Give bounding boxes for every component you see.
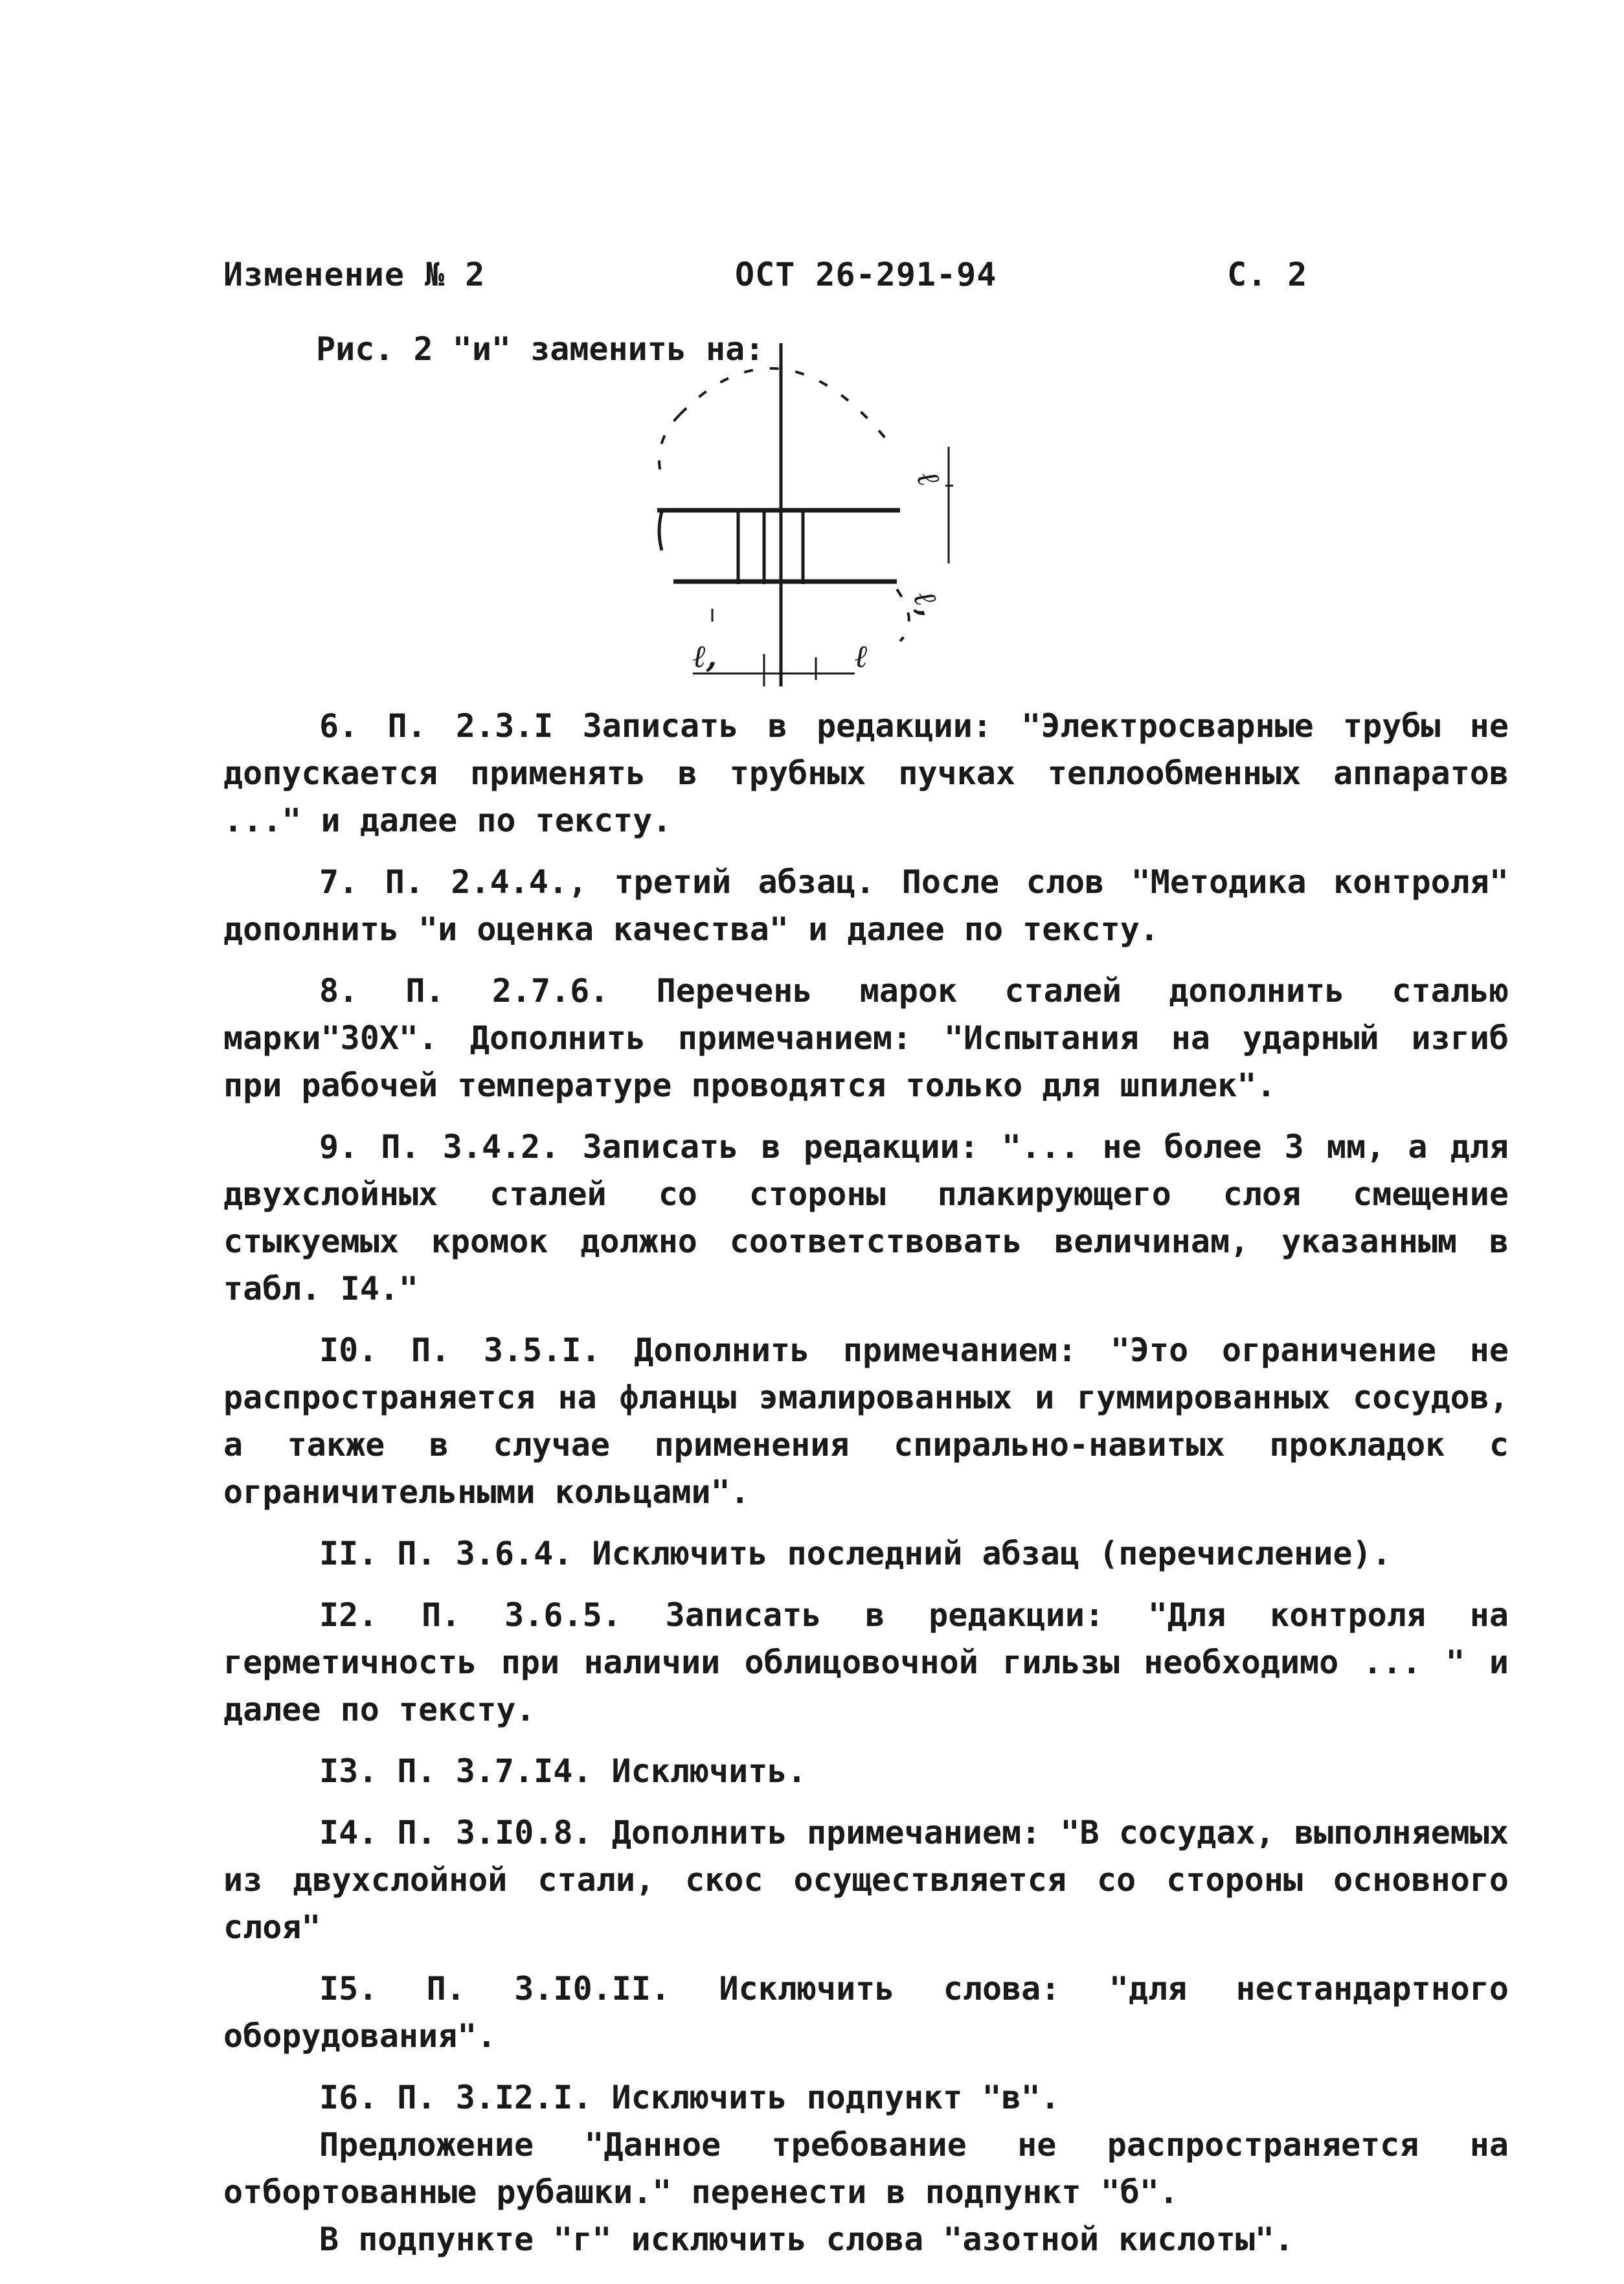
amendment-item-10 bbox=[223, 1327, 1509, 1516]
amendment-item-9 bbox=[223, 1124, 1509, 1313]
amendment-item-6 bbox=[223, 703, 1509, 844]
amendment-item-11 bbox=[223, 1530, 1509, 1577]
item-text: 7. П. 2.4.4., третий абзац. После слов "Методика контроля" дополнить "и оценка качества" и далее по тексту. bbox=[223, 863, 1509, 948]
dim-label-arc-bottom: ℓ, bbox=[905, 585, 949, 622]
dashed-arc-left bbox=[659, 414, 680, 473]
amendment-item-16 bbox=[223, 2074, 1509, 2121]
item-text: I4. П. 3.I0.8. Дополнить примечанием: "В сосудах, выполняемых из двухслойной стали, скос осуществляется со стороны основного слоя" bbox=[223, 1814, 1509, 1946]
amendment-item-7 bbox=[223, 859, 1509, 953]
item-text: I3. П. 3.7.I4. Исключить. bbox=[319, 1752, 807, 1790]
dashed-arc-top bbox=[680, 368, 887, 440]
technical-drawing bbox=[641, 337, 1004, 699]
item-text: I2. П. 3.6.5. Записать в редакции: "Для контроля на герметичность при наличии облицовочной гильзы необходимо ... " и далее по тексту. bbox=[223, 1596, 1509, 1728]
amendment-item-13 bbox=[223, 1748, 1509, 1795]
item-text: 9. П. 3.4.2. Записать в редакции: "... не более 3 мм, а для двухслойных сталей со стороны плакирующего слоя смещение стыкуемых кромок должно соответствовать величинам, указанным в табл. I4." bbox=[223, 1128, 1509, 1307]
amendment-item-12 bbox=[223, 1592, 1509, 1734]
item-text: I0. П. 3.5.I. Дополнить примечанием: "Это ограничение не распространяется на фланцы эмалированных и гуммированных сосудов, а также в случае применения спирально-навитых прокладок с ограничительными кольцами". bbox=[223, 1331, 1509, 1511]
item-16-continuation bbox=[223, 2121, 1509, 2263]
continuation-sentence: Предложение "Данное требование не распространяется на отбортованные рубашки." перенести в подпункт "б". bbox=[223, 2126, 1509, 2211]
dashed-arc-bottom bbox=[897, 589, 909, 641]
standard-code: ОСТ 26-291-94 bbox=[735, 256, 997, 293]
item-text: 8. П. 2.7.6. Перечень марок сталей дополнить сталью марки"30Х". Дополнить примечанием: "Испытания на ударный изгиб при рабочей температуре проводятся только для шпилек". bbox=[223, 972, 1509, 1104]
continuation-sentence: В подпункте "г" исключить слова "азотной кислоты". bbox=[319, 2221, 1294, 2258]
item-text: I5. П. 3.I0.II. Исключить слова: "для нестандартного оборудования". bbox=[223, 1970, 1509, 2055]
dim-label-left: ℓ, bbox=[693, 639, 717, 675]
item-text: II. П. 3.6.4. Исключить последний абзац (перечисление). bbox=[319, 1535, 1392, 1572]
page-number: С. 2 bbox=[1227, 256, 1308, 293]
amendment-item-8 bbox=[223, 967, 1509, 1109]
amendment-number: Изменение № 2 bbox=[223, 256, 486, 293]
dim-label-right: ℓ bbox=[855, 639, 868, 675]
amendment-text bbox=[223, 703, 1509, 2263]
item-text: I6. П. 3.I2.I. Исключить подпункт "в". bbox=[319, 2079, 1060, 2116]
figure-caption: Рис. 2 "и" заменить на: bbox=[316, 330, 765, 368]
left-bracket bbox=[659, 512, 662, 550]
amendment-item-15 bbox=[223, 1965, 1509, 2060]
item-text: 6. П. 2.3.I Записать в редакции: "Электросварные трубы не допускается применять в трубных пучках теплообменных аппаратов ..." и далее по тексту. bbox=[223, 707, 1509, 839]
dim-label-arc-top: ℓ bbox=[908, 466, 948, 492]
amendment-item-14 bbox=[223, 1809, 1509, 1951]
